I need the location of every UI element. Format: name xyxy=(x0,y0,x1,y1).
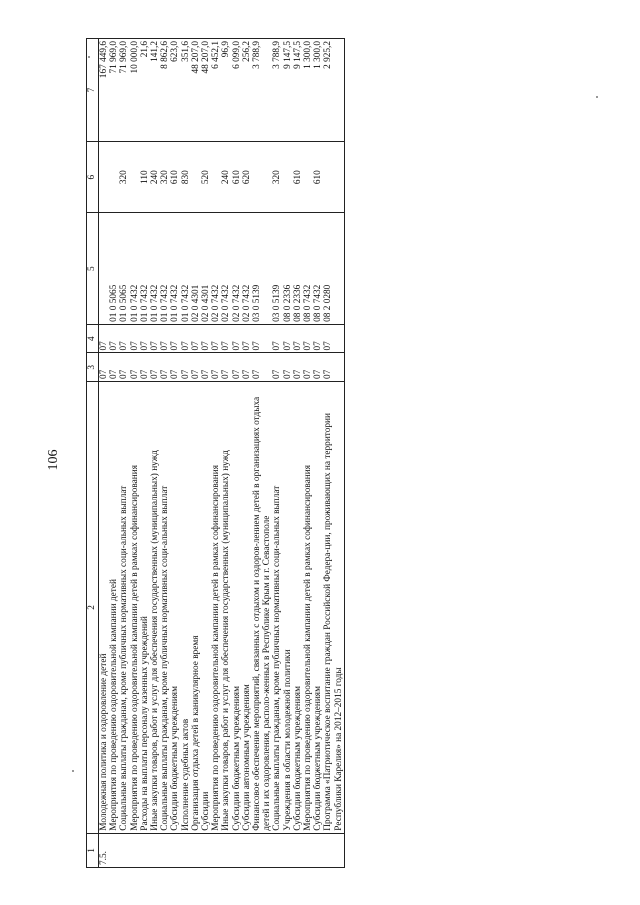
section-code: 07 xyxy=(232,353,242,382)
table-row xyxy=(191,39,201,868)
row-number xyxy=(119,833,129,867)
subsection-code: 07 xyxy=(130,324,140,353)
table-row xyxy=(130,39,140,868)
row-number xyxy=(181,833,191,867)
target-article-code: 08 0 2336 xyxy=(283,213,293,324)
row-number xyxy=(109,833,119,867)
expense-type-code: 320 xyxy=(119,141,129,212)
expense-type-code: 610 xyxy=(313,141,323,212)
subsection-code: 07 xyxy=(211,324,221,353)
section-code: 07 xyxy=(221,353,231,382)
section-code: 07 xyxy=(283,353,293,382)
section-code: 07 xyxy=(181,353,191,382)
expense-type-code: 830 xyxy=(181,141,191,212)
expense-type-code xyxy=(252,141,272,212)
row-description: Социальные выплаты гражданам, кроме публичных нормативных соци-альных выплат xyxy=(119,382,129,834)
amount: 2 925,2 xyxy=(323,39,344,142)
amount: 96,9 xyxy=(221,39,231,142)
row-number xyxy=(150,833,160,867)
amount: 623,0 xyxy=(170,39,180,142)
row-number xyxy=(221,833,231,867)
subsection-code: 07 xyxy=(303,324,313,353)
subsection-code: 07 xyxy=(232,324,242,353)
row-number xyxy=(303,833,313,867)
section-code: 07 xyxy=(242,353,252,382)
row-description: Мероприятия по проведению оздоровительной кампании детей в рамках софинансирования xyxy=(303,382,313,834)
row-description: Субсидии бюджетным учреждениям xyxy=(293,382,303,834)
target-article-code: 01 0 5065 xyxy=(119,213,129,324)
column-header: 1 xyxy=(87,833,99,867)
table-row xyxy=(160,39,170,868)
table-row xyxy=(323,39,344,868)
row-description: Субсидии бюджетным учреждениям xyxy=(170,382,180,834)
target-article-code: 01 0 7432 xyxy=(170,213,180,324)
table-row xyxy=(221,39,231,868)
expense-type-code: 610 xyxy=(232,141,242,212)
amount: 71 969,0 xyxy=(109,39,119,142)
subsection-code: 07 xyxy=(99,324,110,353)
section-code: 07 xyxy=(323,353,344,382)
row-number xyxy=(293,833,303,867)
section-code: 07 xyxy=(170,353,180,382)
row-number xyxy=(232,833,242,867)
row-description: Субсидии автономным учреждениям xyxy=(242,382,252,834)
row-number xyxy=(130,833,140,867)
row-description: Финансовое обеспечение мероприятий, связанных с отдыхом и оздоров-лением детей в организациях отдыха детей и их оздоровления, располо-женных в Республике Крым и г. Севастополе xyxy=(252,382,272,834)
subsection-code: 07 xyxy=(160,324,170,353)
subsection-code: 07 xyxy=(109,324,119,353)
section-code: 07 xyxy=(201,353,211,382)
expense-type-code: 610 xyxy=(170,141,180,212)
subsection-code: 07 xyxy=(191,324,201,353)
row-number xyxy=(170,833,180,867)
table-row xyxy=(303,39,313,868)
section-code: 07 xyxy=(99,353,110,382)
row-description: Исполнение судебных актов xyxy=(181,382,191,834)
expense-type-code: 620 xyxy=(242,141,252,212)
amount: 3 788,9 xyxy=(252,39,272,142)
table-row xyxy=(170,39,180,868)
row-number xyxy=(323,833,344,867)
target-article-code: 01 0 7432 xyxy=(140,213,150,324)
amount: 48 207,0 xyxy=(201,39,211,142)
expense-type-code: 110 xyxy=(140,141,150,212)
row-number xyxy=(211,833,221,867)
expense-type-code: 610 xyxy=(293,141,303,212)
amount: 351,6 xyxy=(181,39,191,142)
target-article-code: 01 0 7432 xyxy=(150,213,160,324)
table-row xyxy=(293,39,303,868)
amount: 1 300,0 xyxy=(303,39,313,142)
target-article-code: 01 0 7432 xyxy=(181,213,191,324)
table-row xyxy=(232,39,242,868)
section-code: 07 xyxy=(119,353,129,382)
section-code: 07 xyxy=(252,353,272,382)
table-row xyxy=(99,39,110,868)
amount: 8 862,6 xyxy=(160,39,170,142)
section-code: 07 xyxy=(130,353,140,382)
subsection-code: 07 xyxy=(242,324,252,353)
subsection-code: 07 xyxy=(181,324,191,353)
target-article-code: 08 2 0280 xyxy=(323,213,344,324)
row-number xyxy=(242,833,252,867)
scan-speck xyxy=(72,770,74,772)
row-number xyxy=(283,833,293,867)
row-description: Социальные выплаты гражданам, кроме публичных нормативных соци-альных выплат xyxy=(160,382,170,834)
subsection-code: 07 xyxy=(313,324,323,353)
table-row xyxy=(313,39,323,868)
expense-type-code xyxy=(191,141,201,212)
target-article-code: 03 0 5139 xyxy=(252,213,272,324)
amount: 141,2 xyxy=(150,39,160,142)
section-code: 07 xyxy=(211,353,221,382)
expense-type-code xyxy=(109,141,119,212)
row-number xyxy=(313,833,323,867)
section-code: 07 xyxy=(140,353,150,382)
table-body xyxy=(99,39,345,868)
section-code: 07 xyxy=(303,353,313,382)
subsection-code: 07 xyxy=(293,324,303,353)
row-description: Молодежная политика и оздоровление детей xyxy=(99,382,110,834)
row-description: Учреждения в области молодежной политики xyxy=(283,382,293,834)
expense-type-code: 240 xyxy=(221,141,231,212)
row-number: 7.5. xyxy=(99,833,110,867)
row-description: Мероприятия по проведению оздоровительной кампании детей в рамках софинансирования xyxy=(211,382,221,834)
section-code: 07 xyxy=(191,353,201,382)
subsection-code: 07 xyxy=(119,324,129,353)
target-article-code: 02 0 7432 xyxy=(221,213,231,324)
row-number xyxy=(252,833,272,867)
table-row xyxy=(181,39,191,868)
expense-type-code: 320 xyxy=(272,141,282,212)
expense-type-code: 240 xyxy=(150,141,160,212)
expense-type-code xyxy=(211,141,221,212)
expense-type-code: 320 xyxy=(160,141,170,212)
amount: 71 969,0 xyxy=(119,39,129,142)
amount: 6 099,0 xyxy=(232,39,242,142)
subsection-code: 07 xyxy=(150,324,160,353)
column-header: 5 xyxy=(87,213,99,324)
amount: 3 788,9 xyxy=(272,39,282,142)
subsection-code: 07 xyxy=(252,324,272,353)
amount: 9 147,5 xyxy=(293,39,303,142)
expense-type-code xyxy=(130,141,140,212)
table-row xyxy=(119,39,129,868)
expense-type-code xyxy=(323,141,344,212)
table-row xyxy=(140,39,150,868)
target-article-code: 01 0 7432 xyxy=(160,213,170,324)
section-code: 07 xyxy=(293,353,303,382)
row-number xyxy=(201,833,211,867)
section-code: 07 xyxy=(109,353,119,382)
row-description: Мероприятия по проведению оздоровительной кампании детей xyxy=(109,382,119,834)
target-article-code: 02 0 4301 xyxy=(201,213,211,324)
expense-type-code: 520 xyxy=(201,141,211,212)
amount: 256,2 xyxy=(242,39,252,142)
row-number xyxy=(160,833,170,867)
table-row xyxy=(211,39,221,868)
table-row xyxy=(150,39,160,868)
expense-type-code xyxy=(303,141,313,212)
amount: 167 449,6 xyxy=(99,39,110,142)
section-code: 07 xyxy=(150,353,160,382)
table-row xyxy=(242,39,252,868)
row-description: Иные закупки товаров, работ и услуг для обеспечения государственных (муниципальных) нужд xyxy=(221,382,231,834)
subsection-code: 07 xyxy=(170,324,180,353)
row-description: Социальные выплаты гражданам, кроме публичных нормативных соци-альных выплат xyxy=(272,382,282,834)
column-header: 2 xyxy=(87,382,99,834)
scan-speck xyxy=(596,96,598,98)
target-article-code: 02 0 4301 xyxy=(191,213,201,324)
subsection-code: 07 xyxy=(272,324,282,353)
column-header: 7 xyxy=(87,39,99,142)
amount: 6 452,1 xyxy=(211,39,221,142)
table-row xyxy=(201,39,211,868)
expense-type-code xyxy=(99,141,110,212)
table-row xyxy=(109,39,119,868)
column-header: 6 xyxy=(87,141,99,212)
row-description: Субсидии xyxy=(201,382,211,834)
table-row xyxy=(252,39,272,868)
column-header: 3 xyxy=(87,353,99,382)
target-article-code: 08 0 7432 xyxy=(303,213,313,324)
amount: 10 000,0 xyxy=(130,39,140,142)
section-code: 07 xyxy=(272,353,282,382)
row-number xyxy=(272,833,282,867)
subsection-code: 07 xyxy=(221,324,231,353)
target-article-code: 02 0 7432 xyxy=(232,213,242,324)
subsection-code: 07 xyxy=(283,324,293,353)
amount: 9 147,5 xyxy=(283,39,293,142)
row-description: Мероприятия по проведению оздоровительной кампании детей в рамках софинансирования xyxy=(130,382,140,834)
subsection-code: 07 xyxy=(323,324,344,353)
row-description: Иные закупки товаров, работ и услуг для обеспечения государственных (муниципальных) нужд xyxy=(150,382,160,834)
column-header: 4 xyxy=(87,324,99,353)
section-code: 07 xyxy=(313,353,323,382)
amount: 48 207,0 xyxy=(191,39,201,142)
table-header-row xyxy=(87,39,99,868)
row-number xyxy=(191,833,201,867)
row-description: Расходы на выплаты персоналу казенных учреждений xyxy=(140,382,150,834)
section-code: 07 xyxy=(160,353,170,382)
row-description: Программа «Патриотическое воспитание граждан Российской Федера-ции, проживающих на территории Республики Карелия» на 2012–2015 годы xyxy=(323,382,344,834)
row-description: Организация отдыха детей в каникулярное время xyxy=(191,382,201,834)
table-row xyxy=(272,39,282,868)
amount: 21,6 xyxy=(140,39,150,142)
row-description: Субсидии бюджетным учреждениям xyxy=(313,382,323,834)
row-number xyxy=(140,833,150,867)
amount: 1 300,0 xyxy=(313,39,323,142)
target-article-code: 08 0 7432 xyxy=(313,213,323,324)
target-article-code xyxy=(99,213,110,324)
scan-speck xyxy=(88,56,90,58)
budget-table xyxy=(86,38,345,868)
expense-type-code xyxy=(283,141,293,212)
target-article-code: 03 0 5139 xyxy=(272,213,282,324)
target-article-code: 02 0 7432 xyxy=(242,213,252,324)
subsection-code: 07 xyxy=(140,324,150,353)
target-article-code: 02 0 7432 xyxy=(211,213,221,324)
rotated-table-container xyxy=(86,38,573,868)
subsection-code: 07 xyxy=(201,324,211,353)
row-description: Субсидии бюджетным учреждениям xyxy=(232,382,242,834)
page-number: 106 xyxy=(46,449,61,471)
table-row xyxy=(283,39,293,868)
target-article-code: 01 0 7432 xyxy=(130,213,140,324)
target-article-code: 08 0 2336 xyxy=(293,213,303,324)
target-article-code: 01 0 5065 xyxy=(109,213,119,324)
